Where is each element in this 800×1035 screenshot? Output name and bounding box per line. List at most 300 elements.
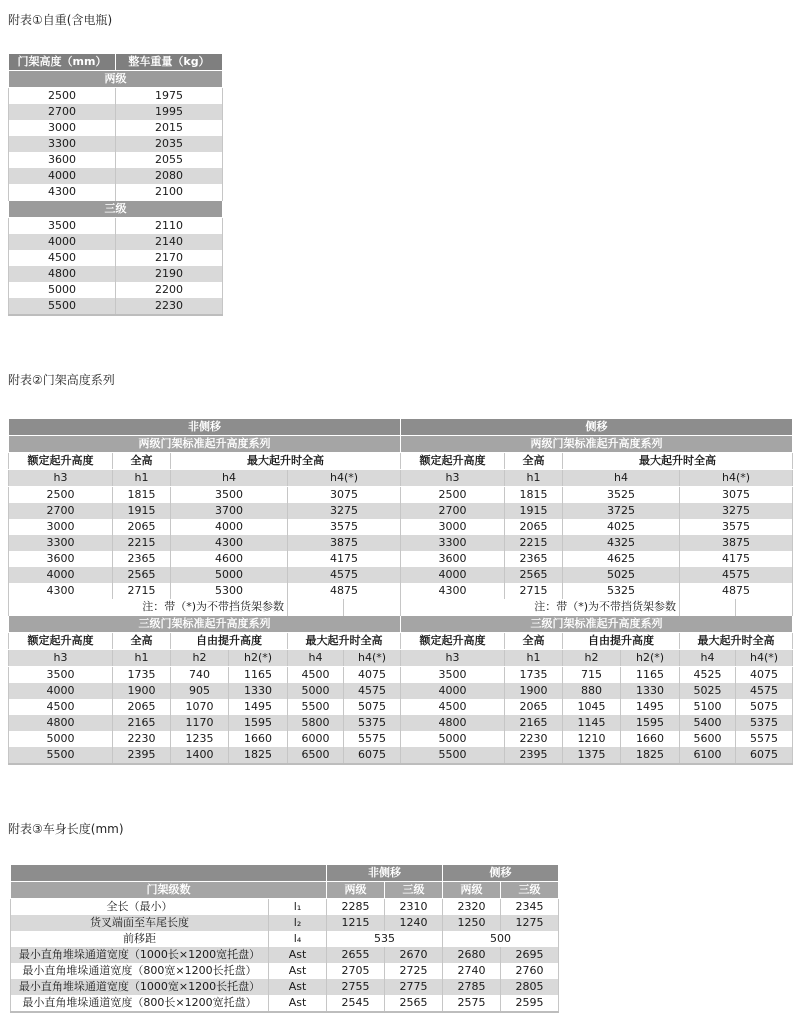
table-row xyxy=(11,882,559,899)
table-row xyxy=(9,218,223,235)
value-cell: 5500 xyxy=(9,298,116,315)
value-cell: 2140 xyxy=(116,234,223,250)
value-cell: 500 xyxy=(443,931,559,947)
table-row xyxy=(9,583,793,599)
value-cell: 4500 xyxy=(9,250,116,266)
header-cell: 全高 xyxy=(113,633,171,650)
value-cell: 1145 xyxy=(563,715,621,731)
value-cell: 2655 xyxy=(327,947,385,963)
value-cell: 2365 xyxy=(113,551,171,567)
table-row xyxy=(9,567,793,583)
value-cell: 5025 xyxy=(563,567,680,583)
table-row xyxy=(9,667,793,684)
header-cell: 三级 xyxy=(385,882,443,899)
value-cell: 2165 xyxy=(113,715,171,731)
value-cell: 2725 xyxy=(385,963,443,979)
symbol-cell: l₁ xyxy=(269,899,327,916)
value-cell: 2500 xyxy=(401,487,505,504)
subheader-cell: h4(*) xyxy=(680,470,793,487)
value-cell: 5500 xyxy=(288,699,344,715)
label-cell: 全长（最小） xyxy=(11,899,269,916)
label-cell: 最小直角堆垛通道宽度（1000长×1200宽托盘） xyxy=(11,947,269,963)
value-cell: 3600 xyxy=(9,551,113,567)
value-cell: 5575 xyxy=(344,731,401,747)
value-cell: 1070 xyxy=(171,699,229,715)
value-cell: 3000 xyxy=(401,519,505,535)
table-row xyxy=(9,683,793,699)
symbol-cell: Ast xyxy=(269,963,327,979)
value-cell: 3500 xyxy=(9,218,116,235)
value-cell: 3000 xyxy=(9,120,116,136)
subheader-cell: h2 xyxy=(563,650,621,667)
table3-title: 附表③车身长度(mm) xyxy=(8,822,124,836)
value-cell: 3700 xyxy=(171,503,288,519)
value-cell: 2170 xyxy=(116,250,223,266)
value-cell: 1975 xyxy=(116,88,223,105)
value-cell: 5800 xyxy=(288,715,344,731)
value-cell: 4300 xyxy=(9,583,113,599)
symbol-cell: l₂ xyxy=(269,915,327,931)
value-cell: 4075 xyxy=(344,667,401,684)
value-cell: 2055 xyxy=(116,152,223,168)
symbol-cell: Ast xyxy=(269,947,327,963)
shift-band-cell: 非侧移 xyxy=(327,865,443,882)
value-cell: 1595 xyxy=(229,715,288,731)
value-cell: 1210 xyxy=(563,731,621,747)
empty-cell xyxy=(680,599,736,616)
value-cell: 4575 xyxy=(736,683,793,699)
header-cell: 门架级数 xyxy=(11,882,327,899)
value-cell: 2700 xyxy=(401,503,505,519)
value-cell: 2310 xyxy=(385,899,443,916)
value-cell: 4575 xyxy=(344,683,401,699)
label-cell: 前移距 xyxy=(11,931,269,947)
value-cell: 1240 xyxy=(385,915,443,931)
value-cell: 2110 xyxy=(116,218,223,235)
value-cell: 1275 xyxy=(501,915,559,931)
table-row xyxy=(11,979,559,995)
value-cell: 4000 xyxy=(9,683,113,699)
value-cell: 2545 xyxy=(327,995,385,1012)
value-cell: 5000 xyxy=(401,731,505,747)
value-cell: 3075 xyxy=(680,487,793,504)
note-cell: 注：带（*)为不带挡货架参数 xyxy=(401,599,680,616)
value-cell: 2755 xyxy=(327,979,385,995)
value-cell: 1235 xyxy=(171,731,229,747)
value-cell: 2100 xyxy=(116,184,223,201)
value-cell: 2065 xyxy=(505,699,563,715)
table-header-row xyxy=(9,54,223,71)
subheader-cell: h4 xyxy=(680,650,736,667)
value-cell: 1900 xyxy=(113,683,171,699)
value-cell: 2365 xyxy=(505,551,563,567)
value-cell: 4800 xyxy=(401,715,505,731)
value-cell: 1735 xyxy=(505,667,563,684)
value-cell: 2065 xyxy=(113,519,171,535)
header-cell: 额定起升高度 xyxy=(9,453,113,470)
group-band-cell: 两级 xyxy=(9,71,223,88)
value-cell: 2700 xyxy=(9,503,113,519)
label-cell: 最小直角堆垛通道宽度（800长×1200宽托盘） xyxy=(11,995,269,1012)
value-cell: 740 xyxy=(171,667,229,684)
table-row xyxy=(9,551,793,567)
subheader-cell: h1 xyxy=(113,470,171,487)
value-cell: 2565 xyxy=(113,567,171,583)
value-cell: 1825 xyxy=(621,747,680,764)
table-row xyxy=(9,234,223,250)
value-cell: 1400 xyxy=(171,747,229,764)
table-row xyxy=(11,995,559,1012)
value-cell: 880 xyxy=(563,683,621,699)
value-cell: 1170 xyxy=(171,715,229,731)
table-row xyxy=(9,71,223,88)
value-cell: 2395 xyxy=(505,747,563,764)
subheader-cell: h4 xyxy=(288,650,344,667)
value-cell: 3500 xyxy=(9,667,113,684)
value-cell: 2230 xyxy=(505,731,563,747)
value-cell: 6075 xyxy=(344,747,401,764)
value-cell: 2320 xyxy=(443,899,501,916)
value-cell: 1045 xyxy=(563,699,621,715)
shift-band-cell: 非侧移 xyxy=(9,419,401,436)
value-cell: 2500 xyxy=(9,88,116,105)
value-cell: 3275 xyxy=(680,503,793,519)
series-band-cell: 两级门架标准起升高度系列 xyxy=(9,436,401,453)
header-cell: 自由提升高度 xyxy=(563,633,680,650)
value-cell: 4025 xyxy=(563,519,680,535)
value-cell: 1815 xyxy=(113,487,171,504)
header-cell: 最大起升时全高 xyxy=(680,633,793,650)
table-row xyxy=(9,250,223,266)
value-cell: 1815 xyxy=(505,487,563,504)
body-length-table xyxy=(10,864,559,1013)
symbol-cell: l₄ xyxy=(269,931,327,947)
value-cell: 4000 xyxy=(9,234,116,250)
value-cell: 3525 xyxy=(563,487,680,504)
value-cell: 1825 xyxy=(229,747,288,764)
table-row xyxy=(9,120,223,136)
value-cell: 5100 xyxy=(680,699,736,715)
value-cell: 2230 xyxy=(113,731,171,747)
value-cell: 4525 xyxy=(680,667,736,684)
mast-height-table xyxy=(8,418,793,765)
value-cell: 4300 xyxy=(171,535,288,551)
value-cell: 4300 xyxy=(401,583,505,599)
value-cell: 3500 xyxy=(401,667,505,684)
table1-title: 附表①自重(含电瓶) xyxy=(8,13,113,27)
value-cell: 2775 xyxy=(385,979,443,995)
value-cell: 1495 xyxy=(621,699,680,715)
mast-height-table-body xyxy=(9,419,793,765)
value-cell: 2715 xyxy=(113,583,171,599)
series-band-cell: 两级门架标准起升高度系列 xyxy=(401,436,793,453)
value-cell: 6500 xyxy=(288,747,344,764)
value-cell: 2230 xyxy=(116,298,223,315)
value-cell: 4175 xyxy=(288,551,401,567)
table-row xyxy=(9,599,793,616)
value-cell: 2065 xyxy=(113,699,171,715)
table-row xyxy=(9,731,793,747)
empty-cell xyxy=(288,599,344,616)
value-cell: 1735 xyxy=(113,667,171,684)
value-cell: 4800 xyxy=(9,266,116,282)
value-cell: 6100 xyxy=(680,747,736,764)
value-cell: 3575 xyxy=(288,519,401,535)
header-cell: 最大起升时全高 xyxy=(288,633,401,650)
value-cell: 3300 xyxy=(9,535,113,551)
value-cell: 1250 xyxy=(443,915,501,931)
header-cell: 自由提升高度 xyxy=(171,633,288,650)
subheader-cell: h4(*) xyxy=(736,650,793,667)
table-row xyxy=(9,282,223,298)
value-cell: 2165 xyxy=(505,715,563,731)
value-cell: 5000 xyxy=(288,683,344,699)
value-cell: 2670 xyxy=(385,947,443,963)
subheader-cell: h2(*) xyxy=(229,650,288,667)
value-cell: 3600 xyxy=(9,152,116,168)
header-cell: 额定起升高度 xyxy=(9,633,113,650)
subheader-cell: h3 xyxy=(401,470,505,487)
value-cell: 4000 xyxy=(9,168,116,184)
value-cell: 5000 xyxy=(9,731,113,747)
value-cell: 3075 xyxy=(288,487,401,504)
value-cell: 5500 xyxy=(401,747,505,764)
value-cell: 1215 xyxy=(327,915,385,931)
value-cell: 2035 xyxy=(116,136,223,152)
value-cell: 2700 xyxy=(9,104,116,120)
value-cell: 5025 xyxy=(680,683,736,699)
value-cell: 4175 xyxy=(680,551,793,567)
value-cell: 1595 xyxy=(621,715,680,731)
value-cell: 2740 xyxy=(443,963,501,979)
value-cell: 715 xyxy=(563,667,621,684)
subheader-cell: h4(*) xyxy=(288,470,401,487)
table-row xyxy=(11,899,559,916)
table-row xyxy=(11,915,559,931)
value-cell: 2565 xyxy=(385,995,443,1012)
value-cell: 3725 xyxy=(563,503,680,519)
value-cell: 2200 xyxy=(116,282,223,298)
value-cell: 2595 xyxy=(501,995,559,1012)
value-cell: 3300 xyxy=(9,136,116,152)
value-cell: 5500 xyxy=(9,747,113,764)
value-cell: 1660 xyxy=(229,731,288,747)
value-cell: 1495 xyxy=(229,699,288,715)
value-cell: 3575 xyxy=(680,519,793,535)
table-row xyxy=(9,747,793,764)
value-cell: 1900 xyxy=(505,683,563,699)
value-cell: 3875 xyxy=(288,535,401,551)
value-cell: 1660 xyxy=(621,731,680,747)
subheader-cell: h4(*) xyxy=(344,650,401,667)
value-cell: 4500 xyxy=(401,699,505,715)
table-row xyxy=(9,535,793,551)
value-cell: 4875 xyxy=(288,583,401,599)
value-cell: 4600 xyxy=(171,551,288,567)
symbol-cell: Ast xyxy=(269,979,327,995)
shift-band-cell: 侧移 xyxy=(443,865,559,882)
subheader-cell: h1 xyxy=(113,650,171,667)
subheader-cell: h4 xyxy=(171,470,288,487)
value-cell: 2345 xyxy=(501,899,559,916)
table-row xyxy=(9,503,793,519)
value-cell: 1375 xyxy=(563,747,621,764)
table-row xyxy=(9,201,223,218)
header-cell: 最大起升时全高 xyxy=(171,453,401,470)
value-cell: 2015 xyxy=(116,120,223,136)
header-cell: 全高 xyxy=(113,453,171,470)
table-row xyxy=(9,470,793,487)
header-cell: 最大起升时全高 xyxy=(563,453,793,470)
value-cell: 5075 xyxy=(344,699,401,715)
value-cell: 4800 xyxy=(9,715,113,731)
table-row xyxy=(9,519,793,535)
group-band-cell: 三级 xyxy=(9,201,223,218)
subheader-cell: h2 xyxy=(171,650,229,667)
header-cell: 全高 xyxy=(505,633,563,650)
header-cell: 全高 xyxy=(505,453,563,470)
value-cell: 905 xyxy=(171,683,229,699)
value-cell: 5375 xyxy=(736,715,793,731)
value-cell: 4000 xyxy=(171,519,288,535)
value-cell: 4000 xyxy=(9,567,113,583)
table-row xyxy=(9,633,793,650)
table-row xyxy=(9,650,793,667)
value-cell: 2575 xyxy=(443,995,501,1012)
table-row xyxy=(9,104,223,120)
shift-band-cell: 侧移 xyxy=(401,419,793,436)
value-cell: 4300 xyxy=(9,184,116,201)
value-cell: 2215 xyxy=(113,535,171,551)
table-row xyxy=(9,184,223,201)
value-cell: 2785 xyxy=(443,979,501,995)
value-cell: 4075 xyxy=(736,667,793,684)
value-cell: 1995 xyxy=(116,104,223,120)
value-cell: 4500 xyxy=(288,667,344,684)
value-cell: 1165 xyxy=(621,667,680,684)
value-cell: 3600 xyxy=(401,551,505,567)
subheader-cell: h1 xyxy=(505,650,563,667)
value-cell: 4500 xyxy=(9,699,113,715)
value-cell: 3500 xyxy=(171,487,288,504)
value-cell: 3275 xyxy=(288,503,401,519)
label-cell: 货叉端面至车尾长度 xyxy=(11,915,269,931)
value-cell: 4575 xyxy=(680,567,793,583)
header-cell: 三级 xyxy=(501,882,559,899)
table-row xyxy=(9,453,793,470)
table-row xyxy=(9,616,793,633)
header-cell: 两级 xyxy=(327,882,385,899)
header-cell: 整车重量（kg） xyxy=(116,54,223,71)
table-row xyxy=(11,947,559,963)
table-row xyxy=(9,699,793,715)
value-cell: 5000 xyxy=(171,567,288,583)
value-cell: 2705 xyxy=(327,963,385,979)
label-cell: 最小直角堆垛通道宽度（1000宽×1200长托盘） xyxy=(11,979,269,995)
body-length-table-body xyxy=(11,865,559,1013)
value-cell: 2760 xyxy=(501,963,559,979)
value-cell: 2565 xyxy=(505,567,563,583)
value-cell: 2715 xyxy=(505,583,563,599)
subheader-cell: h3 xyxy=(9,650,113,667)
value-cell: 5375 xyxy=(344,715,401,731)
value-cell: 4325 xyxy=(563,535,680,551)
table-row xyxy=(9,152,223,168)
value-cell: 4000 xyxy=(401,683,505,699)
table-row xyxy=(9,487,793,504)
table-row xyxy=(9,88,223,105)
value-cell: 5075 xyxy=(736,699,793,715)
value-cell: 4875 xyxy=(680,583,793,599)
table-row xyxy=(11,865,559,882)
header-cell: 两级 xyxy=(443,882,501,899)
value-cell: 5000 xyxy=(9,282,116,298)
value-cell: 5400 xyxy=(680,715,736,731)
table-row xyxy=(9,298,223,315)
subheader-cell: h1 xyxy=(505,470,563,487)
value-cell: 4625 xyxy=(563,551,680,567)
table-row xyxy=(9,436,793,453)
value-cell: 2065 xyxy=(505,519,563,535)
header-cell: 门架高度（mm） xyxy=(9,54,116,71)
table-row xyxy=(11,963,559,979)
table-row xyxy=(9,266,223,282)
value-cell: 2805 xyxy=(501,979,559,995)
value-cell: 4575 xyxy=(288,567,401,583)
value-cell: 3000 xyxy=(9,519,113,535)
value-cell: 1915 xyxy=(113,503,171,519)
note-cell: 注：带（*)为不带挡货架参数 xyxy=(9,599,288,616)
weight-table-body xyxy=(9,71,223,316)
value-cell: 3300 xyxy=(401,535,505,551)
symbol-cell: Ast xyxy=(269,995,327,1012)
table2-title: 附表②门架高度系列 xyxy=(8,373,115,387)
subheader-cell: h2(*) xyxy=(621,650,680,667)
value-cell: 6000 xyxy=(288,731,344,747)
value-cell: 2680 xyxy=(443,947,501,963)
value-cell: 2395 xyxy=(113,747,171,764)
table-row xyxy=(9,136,223,152)
series-band-cell: 三级门架标准起升高度系列 xyxy=(9,616,401,633)
header-cell: 额定起升高度 xyxy=(401,453,505,470)
value-cell: 1330 xyxy=(229,683,288,699)
table-row xyxy=(11,931,559,947)
value-cell: 2215 xyxy=(505,535,563,551)
empty-cell xyxy=(736,599,793,616)
value-cell: 5575 xyxy=(736,731,793,747)
value-cell: 2500 xyxy=(9,487,113,504)
value-cell: 1330 xyxy=(621,683,680,699)
value-cell: 5600 xyxy=(680,731,736,747)
table-row xyxy=(9,168,223,184)
value-cell: 6075 xyxy=(736,747,793,764)
value-cell: 5300 xyxy=(171,583,288,599)
subheader-cell: h3 xyxy=(401,650,505,667)
table-row xyxy=(9,715,793,731)
series-band-cell: 三级门架标准起升高度系列 xyxy=(401,616,793,633)
corner-cell xyxy=(11,865,327,882)
subheader-cell: h4 xyxy=(563,470,680,487)
value-cell: 2285 xyxy=(327,899,385,916)
empty-cell xyxy=(344,599,401,616)
value-cell: 4000 xyxy=(401,567,505,583)
table-row xyxy=(9,419,793,436)
value-cell: 5325 xyxy=(563,583,680,599)
label-cell: 最小直角堆垛通道宽度（800宽×1200长托盘） xyxy=(11,963,269,979)
value-cell: 1915 xyxy=(505,503,563,519)
value-cell: 3875 xyxy=(680,535,793,551)
value-cell: 2695 xyxy=(501,947,559,963)
